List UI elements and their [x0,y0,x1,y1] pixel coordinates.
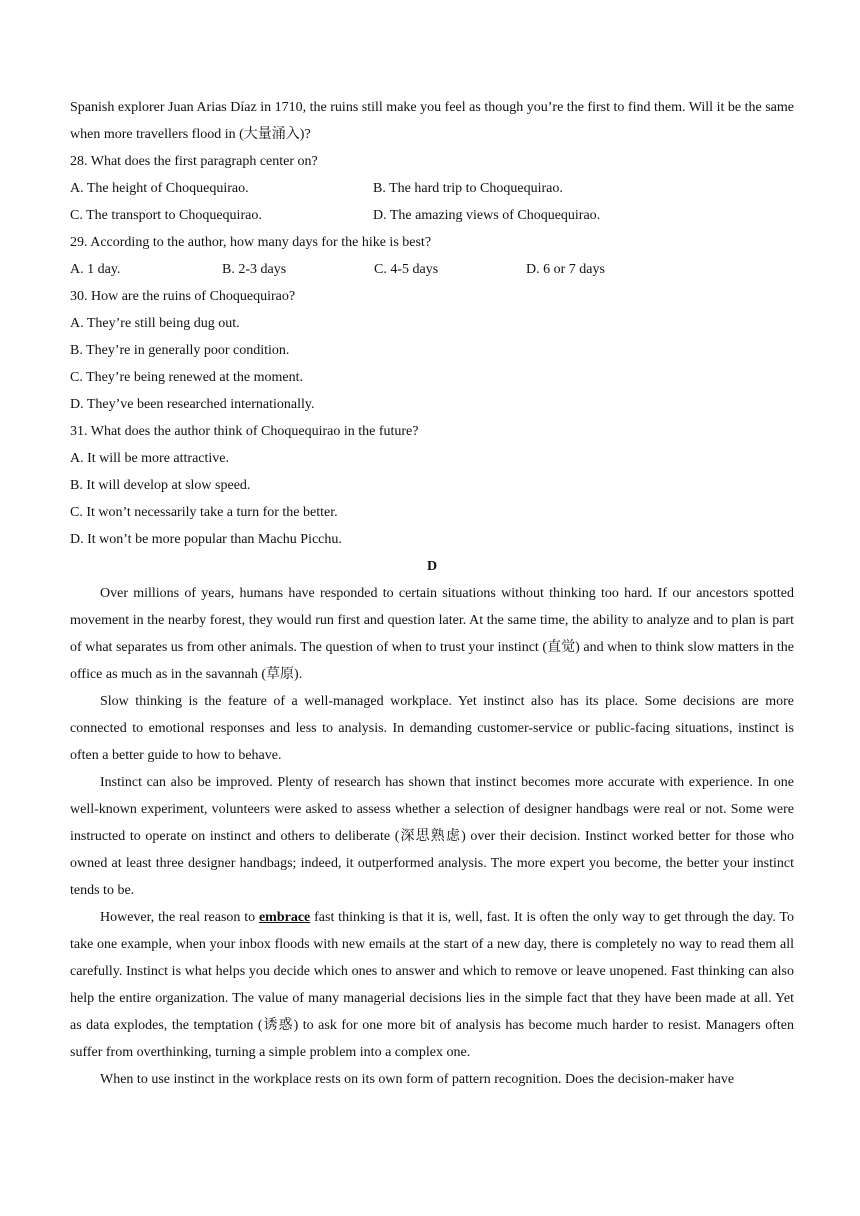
section-heading-d: D [426,559,438,574]
question-28-options-row-2 [70,202,794,229]
question-31-option-d: D. It won’t be more popular than Machu Picchu. [70,532,342,547]
question-29-option-d: D. 6 or 7 days [526,262,605,277]
question-31-stem: 31. What does the author think of Choquequirao in the future? [70,424,419,439]
question-29-stem: 29. According to the author, how many days for the hike is best? [70,235,432,250]
question-30-option-c: C. They’re being renewed at the moment. [70,370,303,385]
question-28-options-row-1 [70,175,794,202]
keyword-embrace: embrace [258,910,311,925]
question-28-option-b: B. The hard trip to Choquequirao. [373,181,563,196]
question-30-option-b: B. They’re in generally poor condition. [70,343,290,358]
paragraph-4-rest: fast thinking is that it is, well, fast. It is often the only way to get through the day. To take one example, when your inbox floods with new emails at the start of a new day, there is completely no way to read them all carefully. Instinct is what helps you decide which ones to answer and which to remove or leave unopened. Fast thinking can also help the entire organization. The value of many managerial decisions lies in the simple fact that they have been made at all. Yet as data explodes, the temptation (诱惑) to ask for one more bit of analysis has become much harder to resist. Managers often suffer from overthinking, turning a simple problem into a complex one. [70,910,794,1060]
passage-d-paragraph-2: Slow thinking is the feature of a well-managed workplace. Yet instinct also has its place. Some decisions are more connected to emotional responses and less to analysis. In demanding customer-service or public-facing situations, instinct is often a better guide to how to behave. [70,694,794,763]
question-29-option-c: C. 4-5 days [374,262,439,277]
question-29-options [70,256,794,283]
question-28-option-c: C. The transport to Choquequirao. [70,208,262,223]
question-30-option-a: A. They’re still being dug out. [70,316,240,331]
question-29-option-b: B. 2-3 days [222,262,287,277]
question-28-option-a: A. The height of Choquequirao. [70,181,249,196]
question-31-option-a: A. It will be more attractive. [70,451,229,466]
passage-d-paragraph-4 [70,904,794,1066]
passage-d-paragraph-3: Instinct can also be improved. Plenty of research has shown that instinct becomes more accurate with experience. In one well-known experiment, volunteers were asked to assess whether a selection of designer handbags were real or not. Some were instructed to operate on instinct and others to deliberate (深思熟虑) over their decision. Instinct worked better for those who owned at least three designer handbags; indeed, it outperformed analysis. The more expert you become, the better your instinct tends to be. [70,775,794,898]
question-30-stem: 30. How are the ruins of Choquequirao? [70,289,296,304]
question-31-option-b: B. It will develop at slow speed. [70,478,251,493]
question-28-stem: 28. What does the first paragraph center on? [70,154,318,169]
question-30-option-d: D. They’ve been researched internationally. [70,397,315,412]
question-31-option-c: C. It won’t necessarily take a turn for the better. [70,505,338,520]
passage-d-paragraph-5: When to use instinct in the workplace rests on its own form of pattern recognition. Does the decision-maker have [100,1072,735,1087]
question-28-option-d: D. The amazing views of Choquequirao. [373,208,601,223]
exam-page [70,94,794,1093]
passage-c-tail: Spanish explorer Juan Arias Díaz in 1710, the ruins still make you feel as though you’re the first to find them. Will it be the same when more travellers flood in (大量涌入)? [70,100,794,142]
paragraph-4-lead: However, the real reason to [100,910,259,925]
passage-d-paragraph-1: Over millions of years, humans have responded to certain situations without thinking too hard. If our ancestors spotted movement in the nearby forest, they would run first and question later. At the same time, the ability to analyze and to plan is part of what separates us from other animals. The question of when to trust your instinct (直觉) and when to think slow matters in the office as much as in the savannah (草原). [70,586,794,682]
question-29-option-a: A. 1 day. [70,262,121,277]
